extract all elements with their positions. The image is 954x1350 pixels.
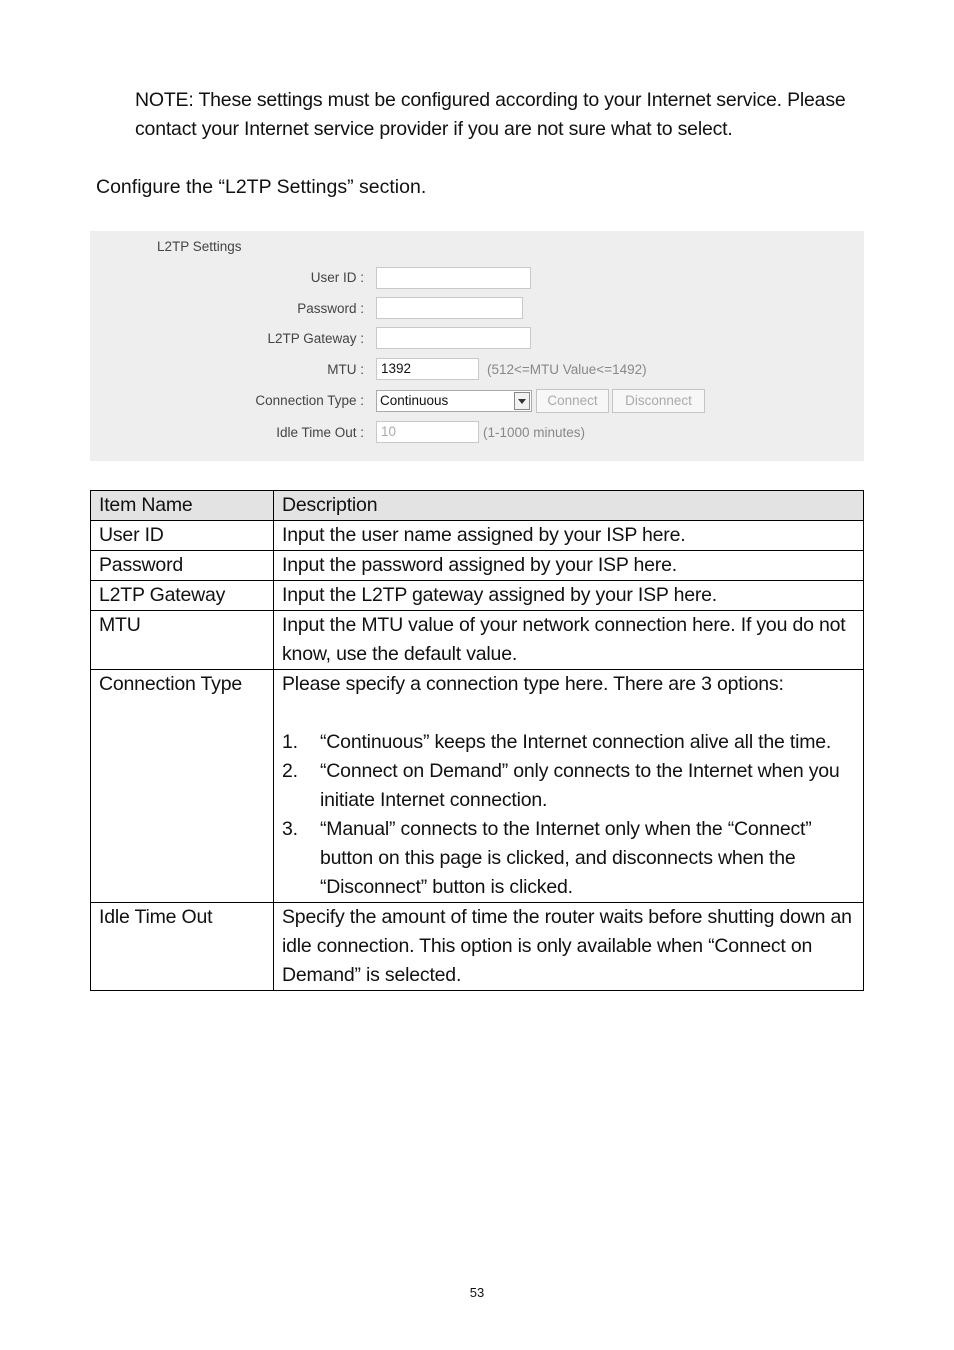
- mtu-hint: (512<=MTU Value<=1492): [487, 362, 647, 377]
- table-row: [91, 551, 864, 581]
- row-description: Input the MTU value of your network connection here. If you do not know, use the default value.: [274, 611, 864, 670]
- panel-title: L2TP Settings: [157, 239, 242, 254]
- list-item: [282, 728, 855, 757]
- table-header-row: [91, 491, 864, 521]
- table-row: [91, 903, 864, 991]
- list-number: 3.: [282, 818, 298, 840]
- list-text: “Manual” connects to the Internet only when the “Connect” button on this page is clicked, and disconnects when the “Disconnect” button is clicked.: [320, 818, 812, 898]
- idle-time-out-label: Idle Time Out :: [276, 425, 364, 440]
- list-text: “Connect on Demand” only connects to the Internet when you initiate Internet connection.: [320, 760, 840, 811]
- row-name: User ID: [91, 521, 274, 551]
- l2tp-settings-panel: [90, 231, 864, 461]
- list-item: [282, 815, 855, 902]
- connection-type-select[interactable]: [376, 390, 532, 412]
- list-text: “Continuous” keeps the Internet connection alive all the time.: [320, 731, 832, 753]
- row-name: Connection Type: [91, 670, 274, 903]
- page-number: 53: [469, 1285, 485, 1300]
- row-description: Input the password assigned by your ISP here.: [274, 551, 864, 581]
- user-id-input[interactable]: [376, 267, 531, 289]
- list-number: 1.: [282, 731, 298, 753]
- idle-time-out-input[interactable]: 10: [376, 421, 479, 443]
- row-name: L2TP Gateway: [91, 581, 274, 611]
- connection-type-label: Connection Type :: [255, 393, 364, 408]
- table-row: [91, 611, 864, 670]
- connect-button[interactable]: Connect: [536, 389, 609, 413]
- header-item-name: Item Name: [91, 491, 274, 521]
- row-name: Idle Time Out: [91, 903, 274, 991]
- row-description: Input the L2TP gateway assigned by your ISP here.: [274, 581, 864, 611]
- idle-time-hint: (1-1000 minutes): [483, 425, 586, 440]
- list-number: 2.: [282, 760, 298, 782]
- item-description-table: [90, 490, 864, 991]
- row-name: MTU: [91, 611, 274, 670]
- user-id-label: User ID :: [310, 270, 364, 285]
- row-description: Input the user name assigned by your ISP here.: [274, 521, 864, 551]
- row-name: Password: [91, 551, 274, 581]
- l2tp-gateway-label: L2TP Gateway :: [267, 331, 364, 346]
- row-description: [274, 670, 864, 903]
- mtu-label: MTU :: [327, 362, 364, 377]
- header-description: Description: [274, 491, 864, 521]
- l2tp-gateway-input[interactable]: [376, 327, 531, 349]
- mtu-input[interactable]: 1392: [376, 358, 479, 380]
- chevron-down-icon[interactable]: [514, 392, 530, 410]
- connection-type-value: Continuous: [380, 393, 449, 408]
- table-row: [91, 670, 864, 903]
- password-input[interactable]: [376, 297, 523, 319]
- list-item: [282, 757, 855, 815]
- table-row: [91, 521, 864, 551]
- note-text: NOTE: These settings must be configured according to your Internet service. Please contact your Internet service provider if you are not sure what to select.: [135, 89, 846, 140]
- row-description: Specify the amount of time the router waits before shutting down an idle connection. This option is only available when “Connect on Demand” is selected.: [274, 903, 864, 991]
- connection-type-intro: Please specify a connection type here. There are 3 options:: [282, 673, 784, 695]
- disconnect-button[interactable]: Disconnect: [612, 389, 705, 413]
- password-label: Password :: [297, 301, 364, 316]
- instruction-text: Configure the “L2TP Settings” section.: [96, 176, 427, 198]
- table-row: [91, 581, 864, 611]
